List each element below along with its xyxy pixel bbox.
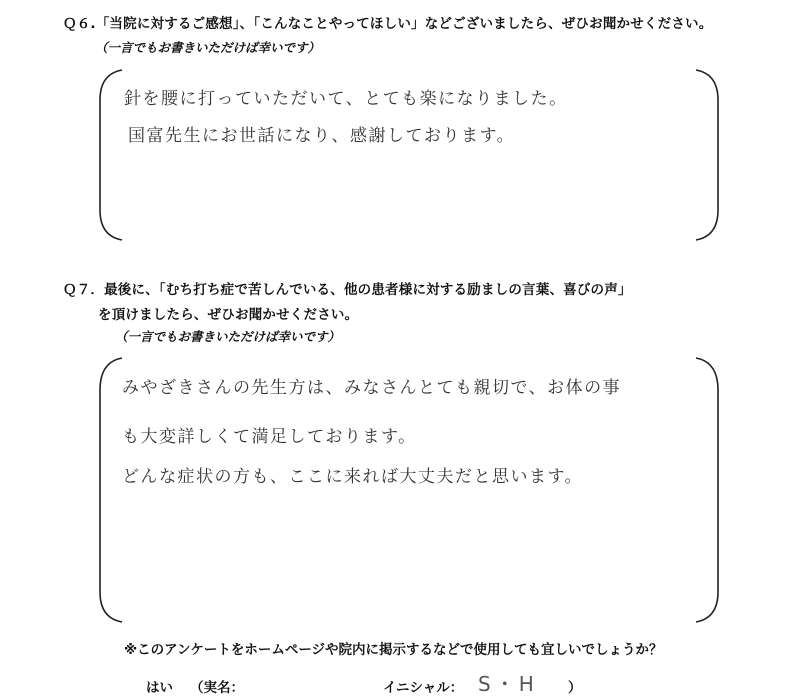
q6-answer-line-1: 針を腰に打っていただいて、とても楽になりました。 xyxy=(124,89,568,109)
real-name-label: （実名： xyxy=(190,680,244,696)
close-paren: ） xyxy=(568,680,582,696)
initial-label: イニシャル： xyxy=(383,680,464,696)
consent-question: ※このアンケートをホームページや院内に掲示するなどで使用しても宜しいでしょうか？ xyxy=(124,642,663,658)
q6-note: （一言でもお書きいただけば幸いです） xyxy=(95,40,321,55)
q7-answer-line-3: どんな症状の方も、ここに来れば大丈夫だと思います。 xyxy=(122,467,584,487)
q7-note: （一言でもお書きいただけば幸いです） xyxy=(115,329,341,344)
yes-label: はい xyxy=(146,680,173,696)
q6-answer-line-2: 国富先生にお世話になり、感謝しております。 xyxy=(128,126,516,146)
initials-value: S・H xyxy=(478,672,538,696)
q7-answer-line-1: みやざきさんの先生方は、みなさんとても親切で、お体の事 xyxy=(122,378,622,398)
q7-question-line-2: を頂けましたら、ぜひお聞かせください。 xyxy=(98,307,359,323)
q6-question: Ｑ６.「当院に対するご感想」、「こんなことやってほしい」などございましたら、ぜひお聞かせください。 xyxy=(63,16,713,32)
q7-question-line-1: Ｑ７．最後に、「むち打ち症で苦しんでいる、他の患者様に対する励ましの言葉、喜びの声」 xyxy=(63,282,632,298)
q7-answer-line-2: も大変詳しくて満足しております。 xyxy=(122,427,417,447)
